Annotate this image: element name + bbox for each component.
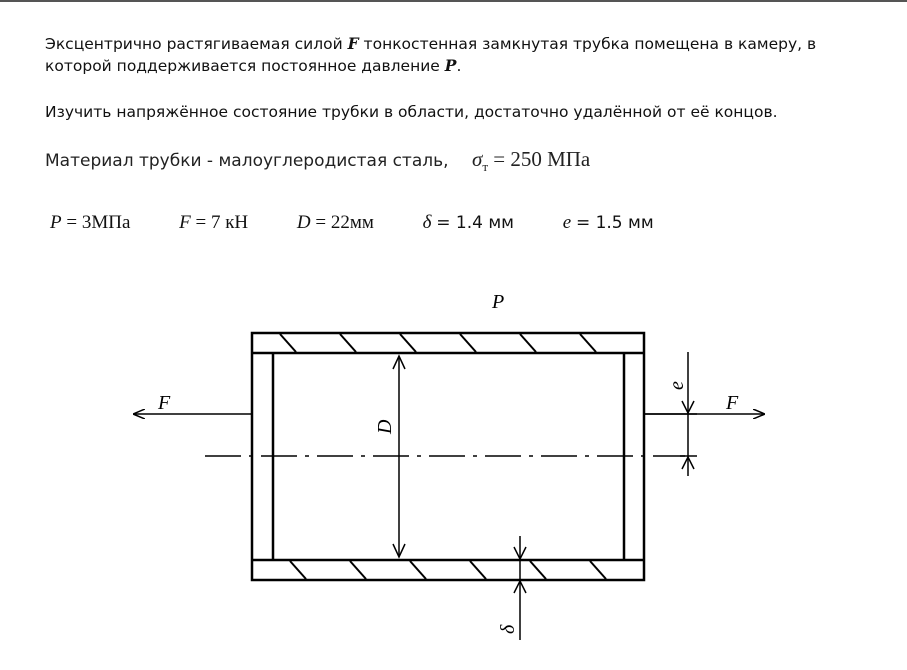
- bottom-wall-hatching: [290, 561, 606, 579]
- task-statement: Изучить напряжённое состояние трубки в области, достаточно удалённой от её концов.: [45, 103, 778, 121]
- pressure-label: P: [492, 291, 505, 313]
- yield-stress: $\sigma_т = 250$ МПа: [471, 147, 591, 175]
- material-label: Материал трубки - малоуглеродистая сталь,: [45, 151, 449, 171]
- top-wall-hatching: [280, 334, 596, 352]
- problem-statement: Эксцентрично растягиваемая силой F тонкостенная замкнутая трубка помещена в камеру, в которой поддерживается постоянное давление P.: [45, 34, 817, 75]
- thickness-label: δ: [497, 624, 519, 634]
- param-pressure: P = 3МПа: [50, 212, 131, 233]
- force-label-left: F: [158, 392, 171, 414]
- param-diameter: D = 22мм: [296, 212, 374, 233]
- param-eccentricity: e = 1.5 мм: [562, 212, 654, 233]
- force-label-right: F: [726, 392, 739, 414]
- param-thickness: δ = 1.4 мм: [422, 212, 514, 233]
- diameter-label: D: [374, 419, 396, 434]
- param-force: F = 7 кН: [179, 212, 249, 233]
- eccentricity-label: e: [666, 381, 688, 390]
